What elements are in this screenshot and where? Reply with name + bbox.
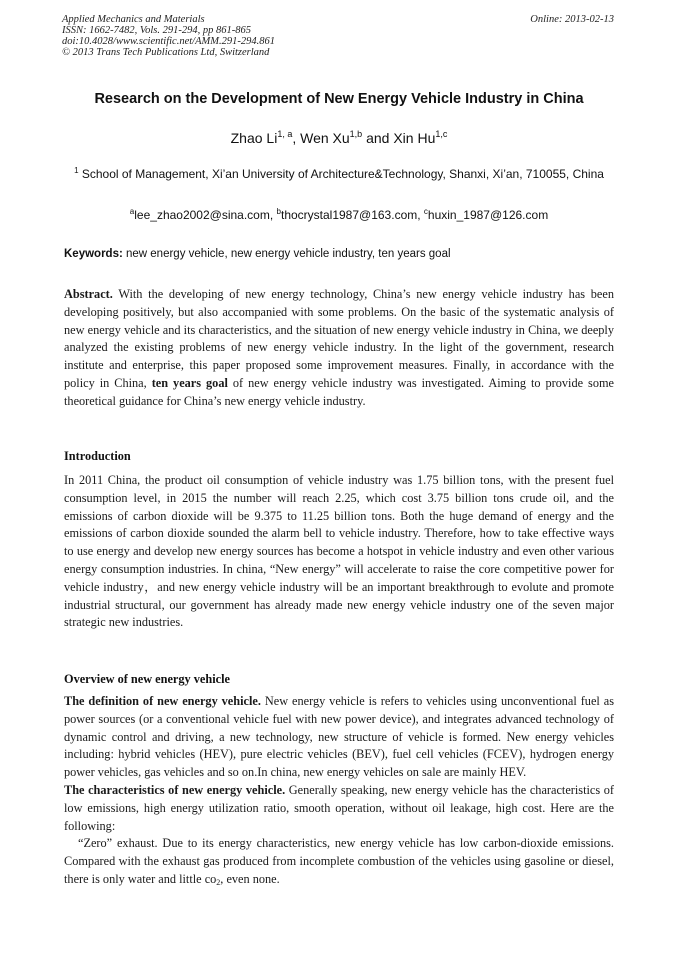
author-name: Zhao Li [230, 130, 278, 146]
zero-exhaust-end: , even none. [220, 871, 280, 886]
co2-subscript: 2 [216, 877, 221, 887]
overview-body [64, 693, 614, 889]
email-mark: a [129, 207, 135, 216]
copyright-line: © 2013 Trans Tech Publications Ltd, Switzerland [62, 47, 270, 58]
abstract-text: of new energy vehicle industry was investigated. Aiming to provide some theoretical guidance for China’s new energy vehicle industry. [64, 375, 614, 408]
email-mark: c [423, 207, 428, 216]
paper-title: Research on the Development of New Energy Vehicle Industry in China [94, 91, 584, 107]
online-date: Online: 2013-02-13 [530, 14, 614, 25]
zero-exhaust-paragraph [64, 835, 614, 888]
journal-header [62, 14, 275, 58]
affiliation [64, 165, 614, 184]
author-emails [0, 208, 678, 222]
author-separator: , [292, 130, 301, 146]
introduction-paragraph [64, 472, 614, 632]
issn-line: ISSN: 1662-7482, Vols. 291-294, pp 861-865 [62, 25, 251, 36]
characteristics-text: Generally speaking, new energy vehicle has the characteristics of low emissions, high energy utilization ratio, smooth operation, without oil leakage, high cost. Here are the following: [64, 782, 614, 833]
author-affil-mark: 1,c [435, 129, 448, 139]
section-heading-overview: Overview of new energy vehicle [64, 672, 230, 686]
email-link[interactable]: thocrystal1987@163.com, [280, 208, 421, 222]
section-heading-introduction: Introduction [64, 449, 131, 463]
journal-name: Applied Mechanics and Materials [62, 14, 205, 25]
author-affil-mark: 1, a [277, 129, 293, 139]
definition-text: New energy vehicle is refers to vehicles using unconventional fuel as power sources (or a conventional vehicle fuel with new power device), and integrates advanced technology of dynamic control and driving, a new technology, new structure of vehicle is formed. New energy vehicles including: hybrid vehicles (HEV), pure electric vehicles (BEV), fuel cell vehicles (FCEV), hydrogen energy power vehicles, gas vehicles and so on.In china, new energy vehicles on sale are mainly HEV. [64, 694, 614, 780]
keywords [64, 248, 616, 260]
abstract [64, 286, 614, 411]
abstract-emphasis: ten years goal [151, 375, 228, 390]
abstract-text: With the developing of new energy technology, China’s new energy vehicle industry has been developing positively, but also accompanied with some problems. On the basic of the systematic analysis of new energy vehicle and its characteristics, and the situation of new energy vehicle industry in China, we deeply analyzed the existing problems of new energy vehicle industry. In the light of the government, research institute and enterprise, this paper proposed some improvement measures. Finally, in accordance with the policy in China, [64, 287, 614, 390]
email-link[interactable]: huxin_1987@126.com [427, 208, 549, 222]
introduction-text: In 2011 China, the product oil consumption of vehicle industry was 1.75 billion tons, with the present fuel consumption level, in 2015 the number will reach 2.25, which cost 3.75 billion tons crude oil, and the emissions of carbon dioxide will be 9.375 to 11.25 billion tons. Both the huge demand of energy and the emissions of carbon dioxide sounded the alarm bell to vehicle industry. Therefore, how to take effective ways to use energy and develop new energy sources has become a hotspot in vehicle industry and even other various energy consumption industries. In china, “New energy” will accelerate to raise the core competitive power for vehicle industry，and new energy vehicle industry will be an important breakthrough to evolute and promote industrial structural, our government has already made new energy vehicle industry one of the seven major strategic new industries. [64, 473, 614, 630]
email-mark: b [276, 207, 281, 216]
keywords-text: new energy vehicle, new energy vehicle industry, ten years goal [126, 248, 451, 260]
affiliation-text: School of Management, Xi’an University of Architecture&Technology, Shanxi, Xi’an, 710055, China [81, 167, 604, 181]
author-conjunction: and [366, 130, 390, 146]
affiliation-mark: 1 [74, 166, 79, 175]
author-list [0, 130, 678, 146]
zero-exhaust-text: “Zero” exhaust. Due to its energy characteristics, new energy vehicle has low carbon-dioxide emissions. Compared with the exhaust gas produced from incomplete combustion of the vehicles using gasoline or diesel, there is only water and little co [64, 836, 614, 886]
doi-line: doi:10.4028/www.scientific.net/AMM.291-294.861 [62, 36, 275, 47]
characteristics-paragraph [64, 782, 614, 835]
author-name: Wen Xu [300, 130, 350, 146]
author-affil-mark: 1,b [349, 129, 363, 139]
author-name: Xin Hu [393, 130, 436, 146]
definition-paragraph [64, 693, 614, 782]
abstract-label: Abstract. [64, 287, 113, 301]
characteristics-label: The characteristics of new energy vehicle. [64, 782, 286, 797]
email-link[interactable]: lee_zhao2002@sina.com, [134, 208, 274, 222]
definition-label: The definition of new energy vehicle. [64, 694, 261, 708]
keywords-label: Keywords: [64, 248, 123, 260]
